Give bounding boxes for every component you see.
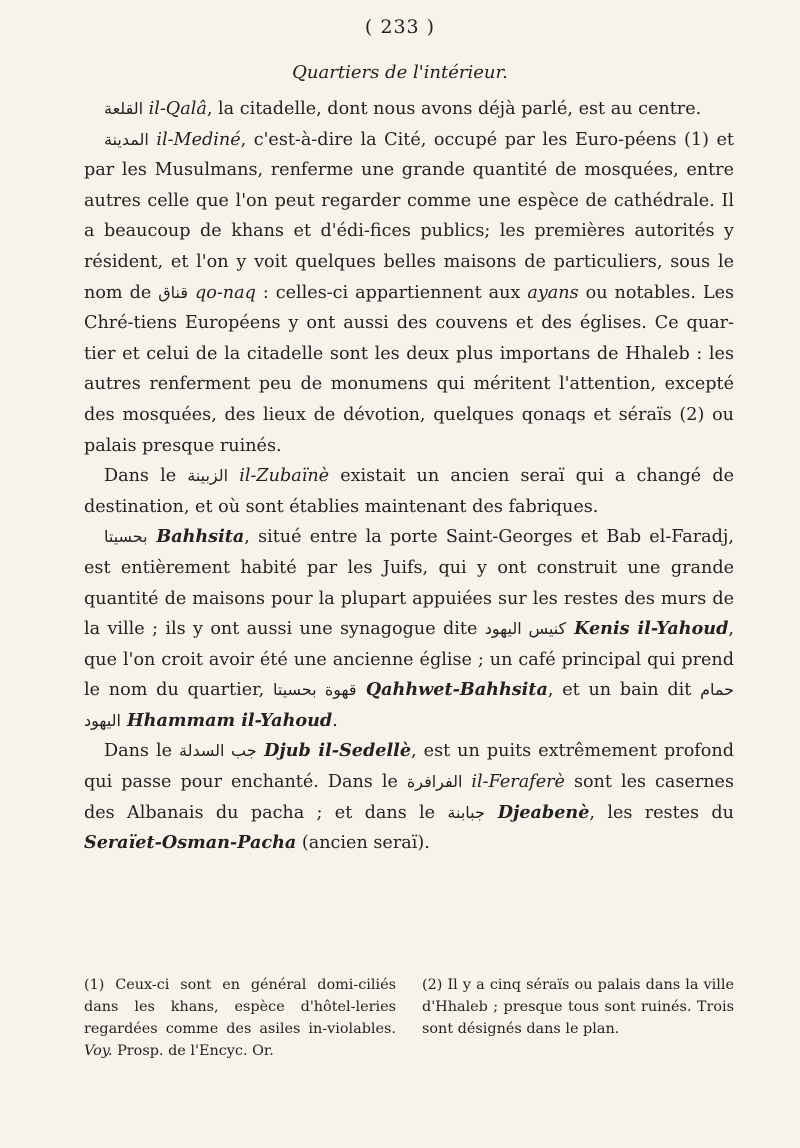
arabic-term: قهوة بحسيتا	[272, 680, 357, 700]
text-run: , les restes du	[589, 802, 734, 823]
italic-term: il-Mediné	[148, 129, 241, 150]
paragraph	[84, 461, 734, 522]
italic-term: Djeabenè	[484, 801, 590, 823]
arabic-term: الفرافرة	[406, 772, 463, 792]
arabic-term: قناق	[158, 282, 189, 302]
text-run: , c'est-à-dire la Cité, occupé par les Euro-péens (1) et par les Musulmans, renferme une grande quantité de mosquées, entre autres celle que l'on peut regarder comme une espèce de cathédrale. Il a beaucoup de khans et d'édi-fices publics; les premières autorités y résident, et l'on y voit quelques belles maisons de particuliers, sous le nom de	[84, 129, 734, 303]
italic-term: il-Qalâ	[143, 99, 207, 119]
text-run: (ancien seraï).	[296, 833, 430, 854]
italic-term: Bahhsita	[147, 526, 245, 548]
arabic-term: بحسيتا	[104, 527, 148, 547]
text-run: Dans le	[104, 466, 188, 487]
italic-term: Voy.	[84, 1043, 113, 1059]
paragraph	[84, 125, 734, 462]
paragraph	[84, 522, 734, 736]
text-run: (2) Il y a cinq séraïs ou palais dans la ville d'Hhaleb ; presque tous sont ruinés. Trois sont désignés dans le plan.	[422, 977, 734, 1037]
text-run: existait un ancien seraï qui a changé de destination, et où sont établies maintenant des fabriques.	[84, 466, 734, 517]
text-run: : celles-ci appartiennent aux	[255, 282, 528, 303]
italic-term: ayans	[527, 282, 579, 303]
text-run: Prosp. de l'Encyc. Or.	[112, 1043, 274, 1059]
text-run: , situé entre la porte Saint-Georges et Bab el-Faradj, est entièrement habité par les Juifs, qui y ont construit une grande quantité de maisons pour la plupart appuiées sur les restes des murs de la ville ; ils y ont aussi une synagogue dite	[84, 527, 734, 640]
italic-term: Kenis il-Yahoud	[566, 618, 729, 640]
text-run: .	[332, 710, 338, 731]
arabic-term: حمام اليهود	[84, 680, 735, 730]
text-run: , est un puits extrêmement profond qui passe pour enchanté. Dans le	[84, 741, 734, 793]
text-run: (1) Ceux-ci sont en général domi-ciliés dans les khans, espèce d'hôtel-leries regardées comme des asiles in-violables.	[84, 977, 396, 1037]
italic-term: Djub il-Sedellè	[256, 740, 412, 762]
page-number: ( 233 )	[364, 16, 436, 38]
section-heading: Quartiers de l'intérieur.	[292, 62, 508, 83]
italic-term: qo-naq	[188, 282, 256, 303]
text-run: ou notables. Les Chré-tiens Européens y ont aussi des couvens et des églises. Ce quar-tier et celui de la citadelle sont les deux plus importans de Hhaleb : les autres renferment peu de monumens qui méritent l'attention, excepté des mosquées, des lieux de dévotion, quelques qonaqs et séraïs (2) ou palais presque ruinés.	[84, 282, 735, 456]
text-run: sont les casernes des Albanais du pacha ; et dans le	[84, 772, 734, 823]
arabic-term: جبابنة	[447, 802, 485, 822]
italic-term: il-Zubaïnè	[228, 466, 330, 487]
italic-term: Seraïet-Osman-Pacha	[84, 832, 297, 854]
paragraph	[84, 94, 734, 125]
body-text	[84, 94, 734, 859]
italic-term: Qahhwet-Bahhsita	[356, 679, 548, 701]
footnote-2	[422, 974, 734, 1062]
footnotes	[84, 974, 734, 1062]
paragraph	[84, 736, 734, 858]
text-run: , la citadelle, dont nous avons déjà parlé, est au centre.	[206, 99, 702, 119]
arabic-term: جب السدلة	[179, 741, 257, 761]
text-run: Dans le	[104, 741, 180, 762]
arabic-term: القلعة	[104, 99, 144, 118]
text-run: , que l'on croit avoir été une ancienne église ; un café principal qui prend le nom du quartier,	[84, 619, 734, 701]
arabic-term: الزبينة	[187, 466, 229, 486]
text-run: , et un bain dit	[547, 680, 701, 701]
arabic-term: كنيس اليهود	[484, 619, 567, 639]
italic-term: il-Feraferè	[462, 772, 565, 793]
arabic-term: المدينة	[104, 129, 149, 149]
footnote-1	[84, 974, 396, 1062]
italic-term: Hhammam il-Yahoud	[120, 709, 333, 731]
